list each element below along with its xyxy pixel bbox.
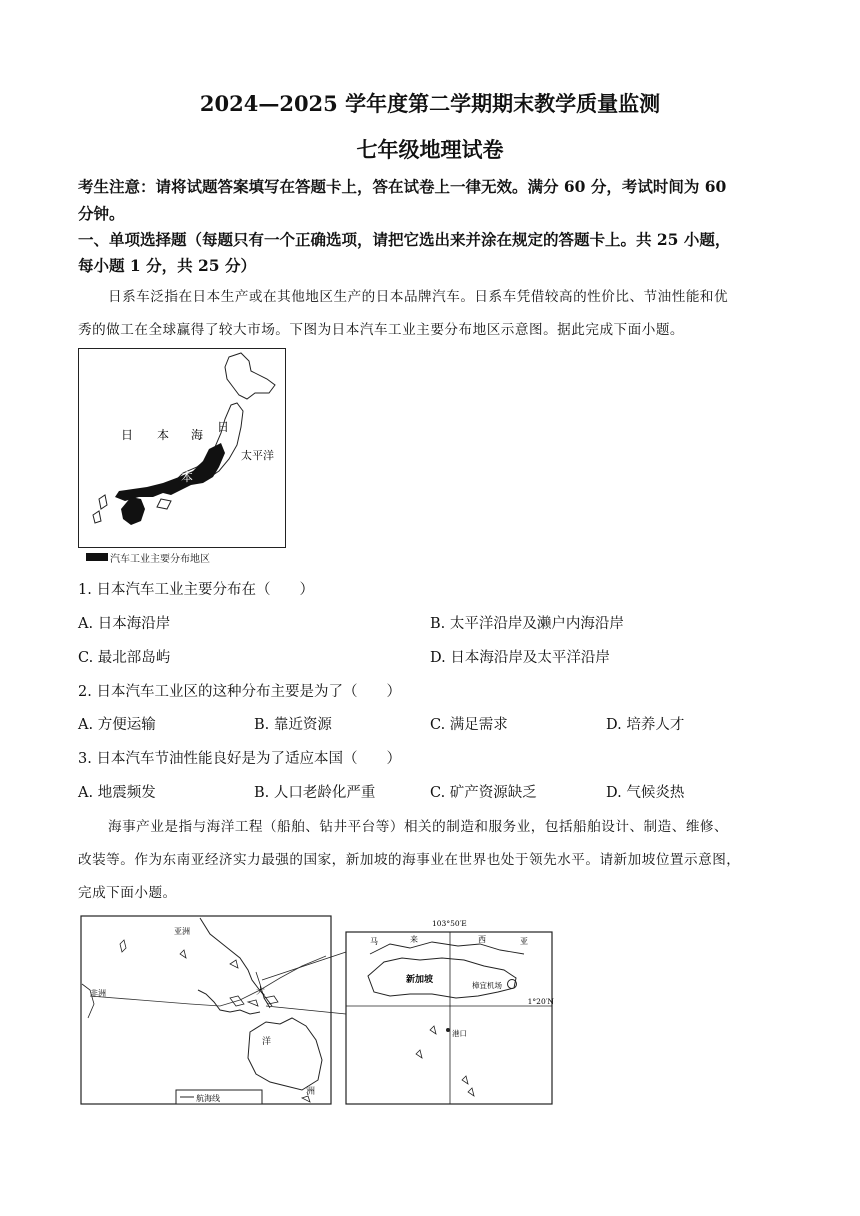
japan-auto-industry-map <box>78 348 286 548</box>
singapore-island-outline <box>368 958 516 998</box>
label-zhou: 洲 <box>306 1087 316 1097</box>
section-heading-line-2: 每小题 1 分，共 25 分） <box>78 256 256 275</box>
question-1-option-b[interactable]: B. 太平洋沿岸及濑户内海沿岸 <box>430 616 624 632</box>
island-outlines <box>120 940 238 968</box>
label-yang: 洋 <box>262 1037 272 1047</box>
label-lai: 来 <box>410 935 418 944</box>
inset-connector-bottom <box>266 1006 346 1014</box>
australia-outline <box>248 1018 322 1090</box>
port-marker <box>446 1028 450 1032</box>
singapore-inset-frame <box>346 932 552 1104</box>
japan-map-drawing <box>79 349 285 547</box>
shikoku-outline <box>157 499 171 509</box>
sea-label-ben: 本 <box>157 428 170 442</box>
question-2-option-d[interactable]: D. 培养人才 <box>606 717 685 733</box>
legend-swatch <box>86 553 108 561</box>
question-1-option-d[interactable]: D. 日本海沿岸及太平洋沿岸 <box>430 650 610 666</box>
hokkaido-outline <box>225 353 275 399</box>
label-xi: 西 <box>478 935 486 944</box>
passage-2-line-2: 改装等。作为东南亚经济实力最强的国家，新加坡的海事业在世界也处于领先水平。请新加坡位置示意图， <box>78 852 741 868</box>
exam-notice-line-1: 考生注意：请将试题答案填写在答题卡上，答在试卷上一律无效。满分 60 分，考试时间为 60 <box>78 177 727 196</box>
japan-label-ben: 本 <box>181 470 194 484</box>
page-title: 2024—2025 学年度第二学期期末教学质量监测 <box>199 91 661 116</box>
latitude-label: 1°20′N <box>527 997 554 1006</box>
question-3-stem: 3. 日本汽车节油性能良好是为了适应本国（ ） <box>78 751 401 767</box>
passage-1-line-1: 日系车泛指在日本生产或在其他地区生产的日本品牌汽车。日系车凭借较高的性价比、节油性能和优 <box>108 289 729 305</box>
asia-label: 亚洲 <box>174 927 190 936</box>
passage-2-line-3: 完成下面小题。 <box>78 885 177 901</box>
singapore-label: 新加坡 <box>406 975 434 985</box>
question-3-option-a[interactable]: A. 地震频发 <box>78 785 156 801</box>
map-1-legend: 汽车工业主要分布地区 <box>110 554 210 565</box>
exam-notice-line-2: 分钟。 <box>78 204 125 223</box>
question-2-option-b[interactable]: B. 靠近资源 <box>254 717 332 733</box>
question-1-option-c[interactable]: C. 最北部岛屿 <box>78 650 171 666</box>
question-3-option-c[interactable]: C. 矿产资源缺乏 <box>430 785 537 801</box>
sea-label-hai: 海 <box>191 428 204 442</box>
changi-airport-label: 樟宜机场 <box>472 981 502 990</box>
port-label: 港口 <box>452 1029 467 1038</box>
question-2-option-a[interactable]: A. 方便运输 <box>78 717 156 733</box>
pacific-ocean-label: 太平洋 <box>241 449 274 462</box>
shipping-route-line <box>90 956 326 1006</box>
question-3-option-b[interactable]: B. 人口老龄化严重 <box>254 785 376 801</box>
passage-1-line-2: 秀的做工在全球赢得了较大市场。下图为日本汽车工业主要分布地区示意图。据此完成下面小题。 <box>78 322 685 338</box>
singapore-map-drawing <box>80 914 556 1108</box>
label-da: 大 <box>256 987 266 997</box>
longitude-label: 103°50′E <box>432 919 467 928</box>
route-legend-label: 航海线 <box>196 1094 220 1103</box>
question-2-option-c[interactable]: C. 满足需求 <box>430 717 508 733</box>
passage-2-line-1: 海事产业是指与海洋工程（船舶、钻井平台等）相关的制造和服务业，包括船舶设计、制造、维修、 <box>108 819 729 835</box>
singapore-location-map <box>80 914 556 1108</box>
page-subtitle: 七年级地理试卷 <box>356 137 504 162</box>
label-ma: 马 <box>370 937 378 946</box>
question-3-option-d[interactable]: D. 气候炎热 <box>606 785 685 801</box>
question-1-option-a[interactable]: A. 日本海沿岸 <box>78 616 171 632</box>
africa-label: 非洲 <box>90 989 106 998</box>
question-1-stem: 1. 日本汽车工业主要分布在（ ） <box>78 582 314 598</box>
japan-label-ri: 日 <box>217 420 230 434</box>
archipelago-coastline <box>198 990 260 1014</box>
question-2-stem: 2. 日本汽车工业区的这种分布主要是为了（ ） <box>78 684 401 700</box>
kyushu-industry-area <box>121 497 145 525</box>
johor-coastline <box>370 942 524 954</box>
small-islands-outline <box>93 495 107 523</box>
section-heading-line-1: 一、单项选择题（每题只有一个正确选项，请把它选出来并涂在规定的答题卡上。共 25 小题， <box>78 230 731 249</box>
pacific-belt-industry-area <box>115 443 225 501</box>
label-ya: 亚 <box>520 937 528 946</box>
world-map-frame <box>81 916 331 1104</box>
sea-label-ri: 日 <box>121 428 134 442</box>
inset-connector-top <box>262 952 346 980</box>
